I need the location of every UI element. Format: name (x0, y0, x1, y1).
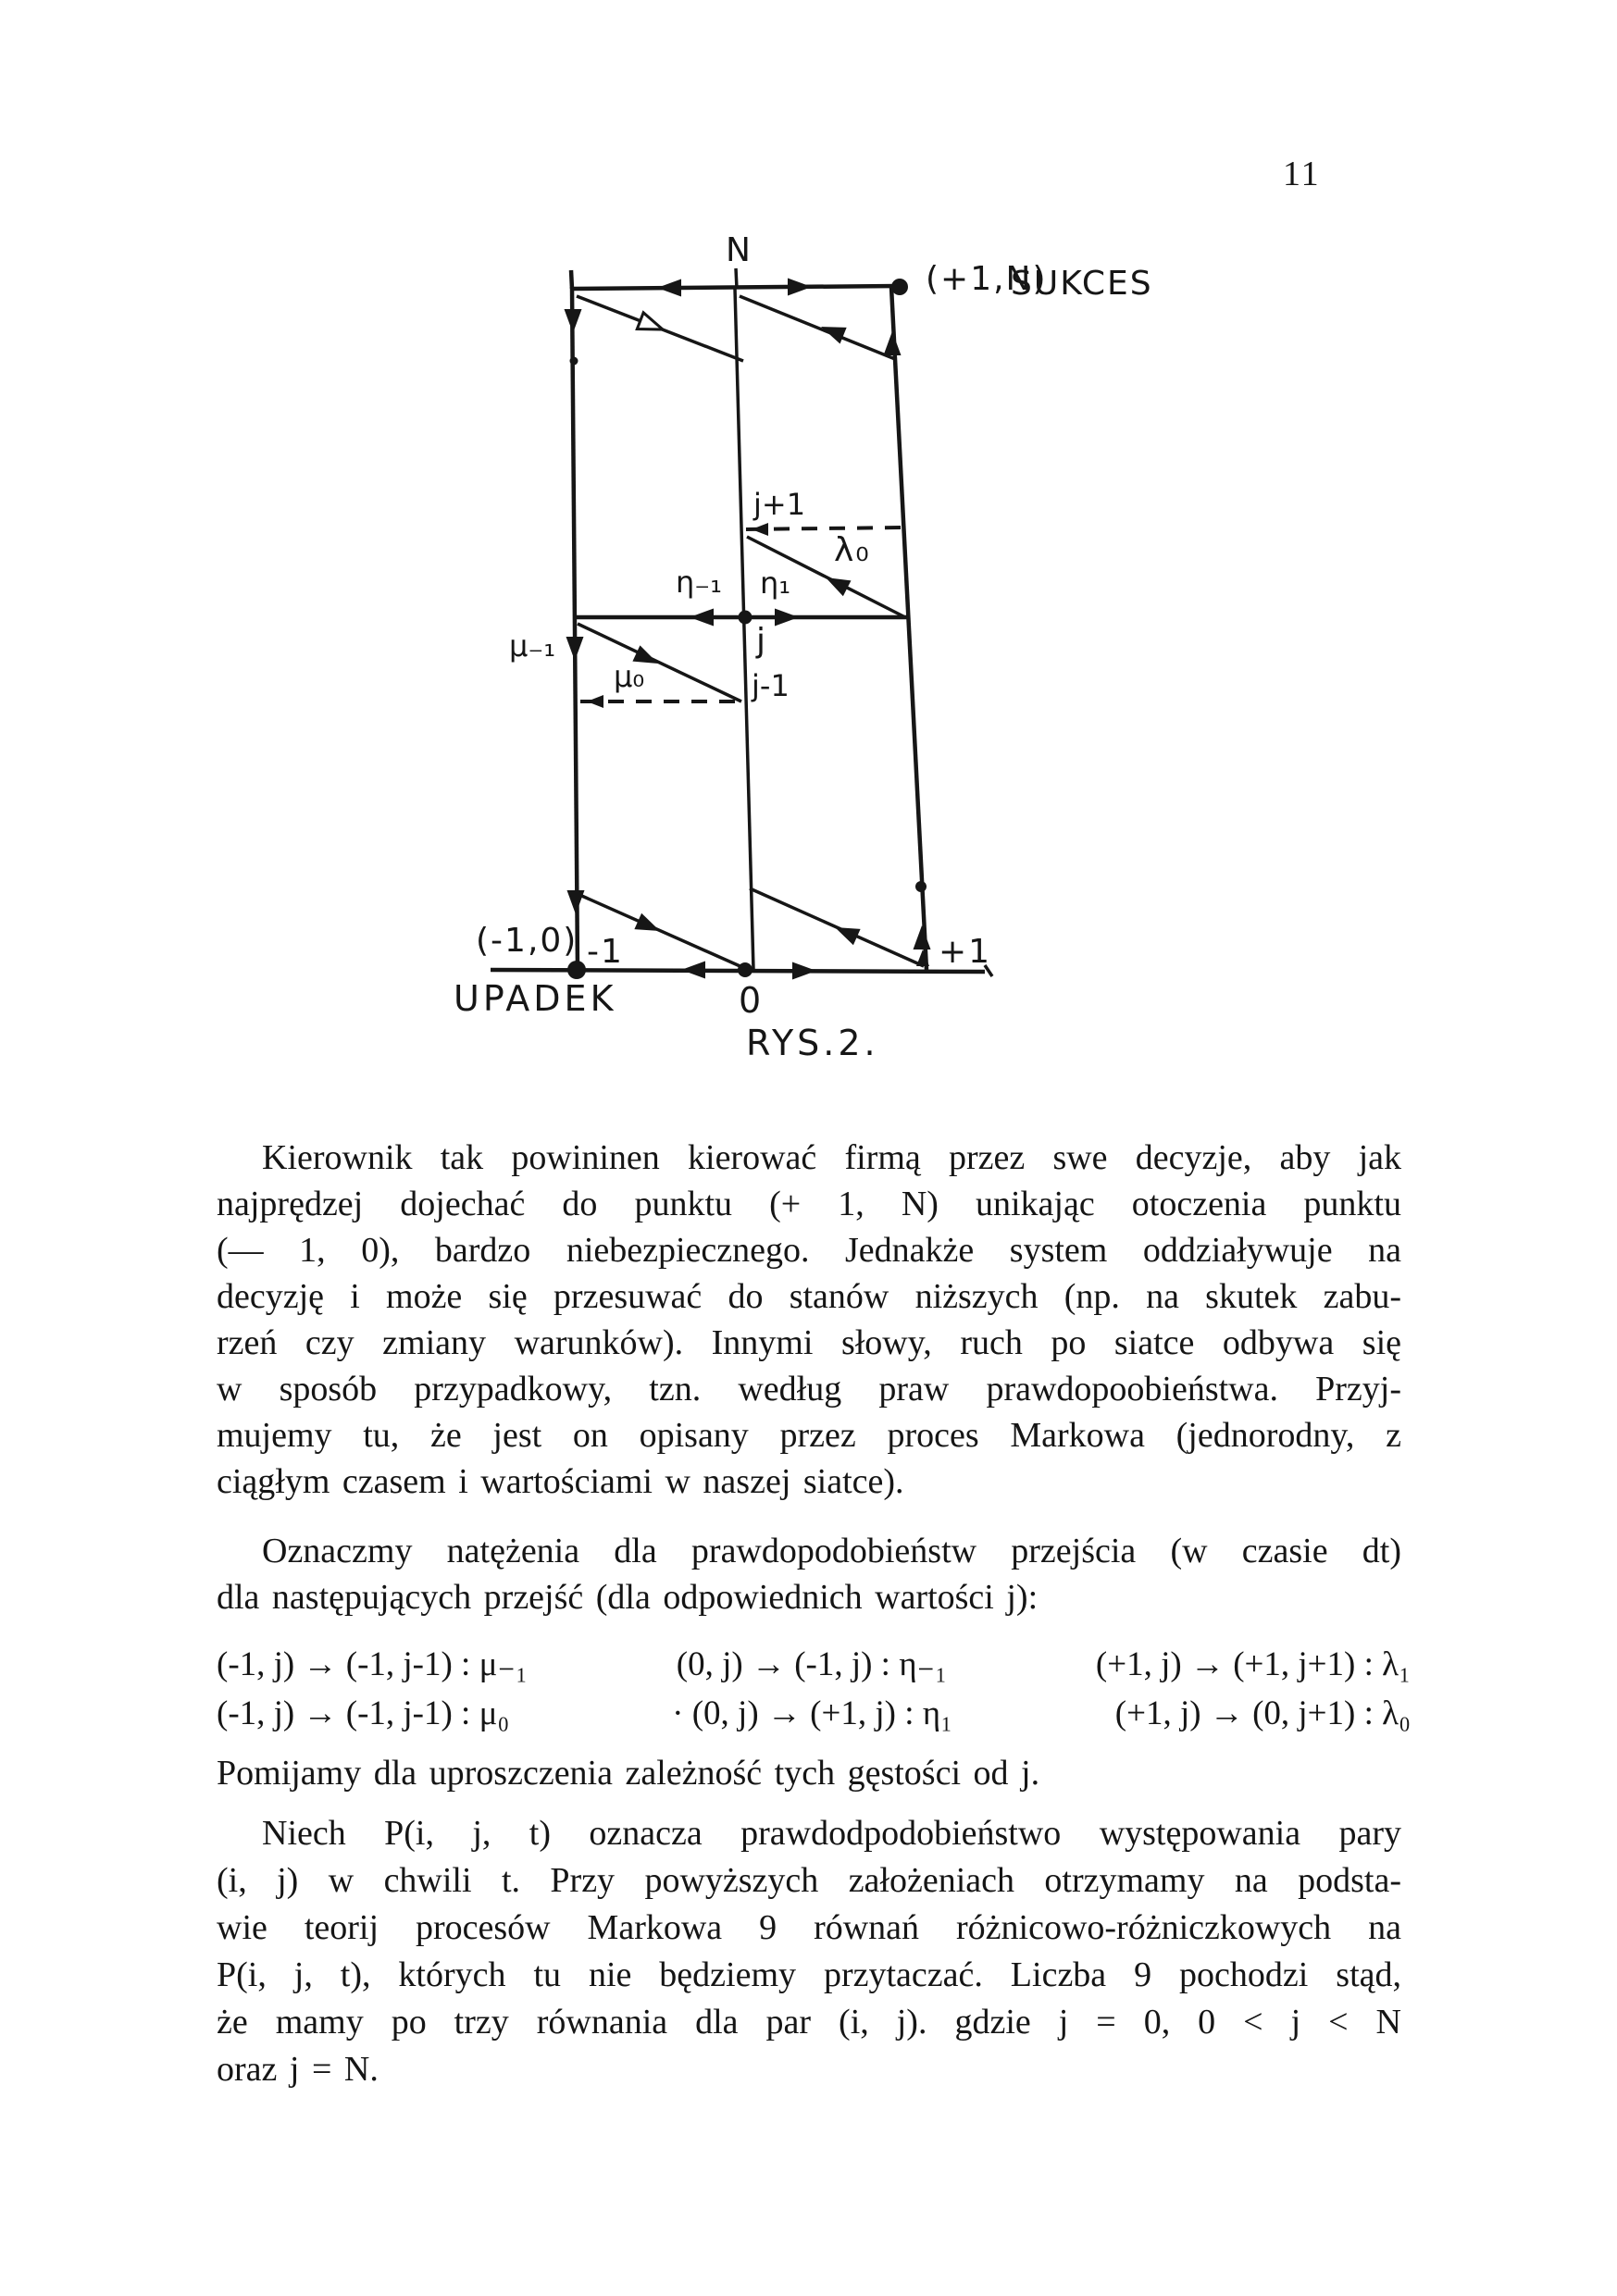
formula-term: (+1, j) → (+1, j+1) : λ₁ (1095, 1645, 1411, 1683)
formula-term: · (0, j) → (+1, j) : η₁ (672, 1694, 952, 1732)
label-eta-1: η₁ (760, 565, 791, 601)
mu-minus-down-arrow (566, 637, 584, 661)
label-j: j (756, 622, 768, 660)
right-vertical-up-arrow-top (884, 331, 902, 355)
n-tick (736, 268, 737, 289)
formula-row-2 (217, 1689, 1411, 1738)
formula-row-1 (217, 1640, 1411, 1689)
text-line: ciągłym czasem i wartościami w naszej siatce). (217, 1462, 904, 1501)
top-left-arrow (657, 279, 681, 297)
eta-plus-arrow (775, 609, 799, 627)
page-number: 11 (1283, 155, 1321, 193)
paragraph-4 (217, 1810, 1401, 2093)
left-vertical-line (572, 287, 578, 970)
right-vertical-up-arrow-1 (914, 925, 931, 949)
j-plus-1-left-arrow (752, 523, 768, 536)
label-j-minus-1: j-1 (752, 668, 790, 703)
left-vertical-down-arrow-bottom (567, 890, 585, 914)
bottom-right-arrow (792, 962, 816, 980)
text-line: P(i, j, t), których tu nie będziemy przytaczać. Liczba 9 pochodzi stąd, (217, 1955, 1401, 1994)
eta-minus-arrow (690, 609, 714, 627)
label-minus-1: -1 (587, 933, 624, 971)
label-success-pair: (+1,N) (926, 260, 1048, 298)
label-plus-1: +1 (939, 933, 992, 971)
j-node-dot (739, 611, 753, 625)
label-eta-minus-1: η₋₁ (676, 565, 722, 600)
top-left-tick (571, 270, 572, 289)
right-vertical-line (891, 287, 927, 970)
text-line: Pomijamy dla uproszczenia zależność tych gęstości od j. (217, 1754, 1040, 1793)
text-line: Oznaczmy natężenia dla prawdopodobieństw przejścia (w czasie dt) (262, 1532, 1401, 1570)
label-fail-pair: (-1,0) (476, 922, 578, 960)
label-mu0: μ₀ (614, 659, 645, 694)
paragraph-1 (217, 1135, 1401, 1505)
label-lambda0: λ₀ (834, 531, 871, 569)
text-line: wie teorij procesów Markowa 9 równań różnicowo-różniczkowych na (217, 1908, 1401, 1947)
lambda0-arrow (822, 570, 852, 597)
figure-rys2 (352, 148, 1203, 1083)
left-vertical-down-arrow-top (565, 309, 582, 333)
paragraph-3 (217, 1750, 1401, 1796)
fail-node-dot (567, 961, 586, 979)
text-line: że mamy po trzy równania dla par (i, j). gdzie j = 0, 0 < j < N (217, 2003, 1401, 2042)
bottom-right-diagonal (750, 888, 924, 966)
label-n: N (726, 231, 753, 269)
top-right-diagonal (740, 296, 895, 359)
text-line: Kierownik tak powininen kierować firmą przez swe decyzje, aby jak (262, 1138, 1401, 1177)
text-line: najprędzej dojechać do punktu (+ 1, N) unikając otoczenia punktu (217, 1185, 1401, 1223)
text-line: w sposób przypadkowy, tzn. według praw prawdopoobieństwa. Przyj- (217, 1370, 1401, 1409)
text-line: (i, j) w chwili t. Przy powyższych założeniach otrzymamy na podsta- (217, 1861, 1401, 1900)
j-plus-1-dashed-line (746, 527, 901, 529)
middle-vertical-line (735, 289, 753, 970)
mu0-diagonal (578, 624, 741, 701)
label-j-plus-1: j+1 (753, 487, 806, 522)
text-line: rzeń czy zmiany warunków). Innymi słowy, ruch po siatce odbywa się (217, 1323, 1401, 1362)
bottom-left-arrow (681, 962, 705, 979)
text-line: decyzję i może się przesuwać do stanów niższych (np. na skutek zabu- (217, 1277, 1401, 1316)
bottom-right-diagonal-arrow (831, 919, 860, 945)
formula-term: (+1, j) → (0, j+1) : λ₀ (1114, 1694, 1411, 1732)
figure-caption: RYS.2. (746, 1023, 879, 1063)
text-line: Niech P(i, j, t) oznacza prawdodpodobieństwo występowania pary (262, 1814, 1401, 1853)
top-right-arrow (788, 279, 812, 296)
label-zero: 0 (739, 980, 765, 1021)
right-vertical-dot (915, 881, 927, 892)
paragraph-2 (217, 1528, 1401, 1620)
formula-term: (0, j) → (-1, j) : η₋₁ (676, 1645, 947, 1683)
top-left-diagonal-arrow (637, 313, 665, 338)
text-line: oraz j = N. (217, 2050, 379, 2089)
bottom-axis-line (491, 970, 985, 972)
j-minus-1-left-arrow (587, 695, 603, 708)
text-line: dla następujących przejść (dla odpowiednich wartości j): (217, 1578, 1039, 1617)
text-line: mujemy tu, że jest on opisany przez proces Markowa (jednorodny, z (217, 1416, 1401, 1455)
label-success-word: SUKCES (1011, 265, 1153, 303)
top-boundary-line (572, 286, 898, 289)
formula-term: (-1, j) → (-1, j-1) : μ₀ (217, 1694, 510, 1732)
success-node-dot (891, 279, 908, 295)
label-fail-word: UPADEK (454, 978, 617, 1019)
left-vertical-tick-dot (570, 357, 578, 366)
zero-node-dot (738, 962, 753, 977)
bottom-left-diagonal-arrow (634, 913, 663, 939)
formula-term: (-1, j) → (-1, j-1) : μ₋₁ (217, 1645, 528, 1683)
label-mu-minus-1: μ₋₁ (509, 628, 556, 664)
text-line: (— 1, 0), bardzo niebezpiecznego. Jednakże system oddziaływuje na (217, 1231, 1401, 1270)
